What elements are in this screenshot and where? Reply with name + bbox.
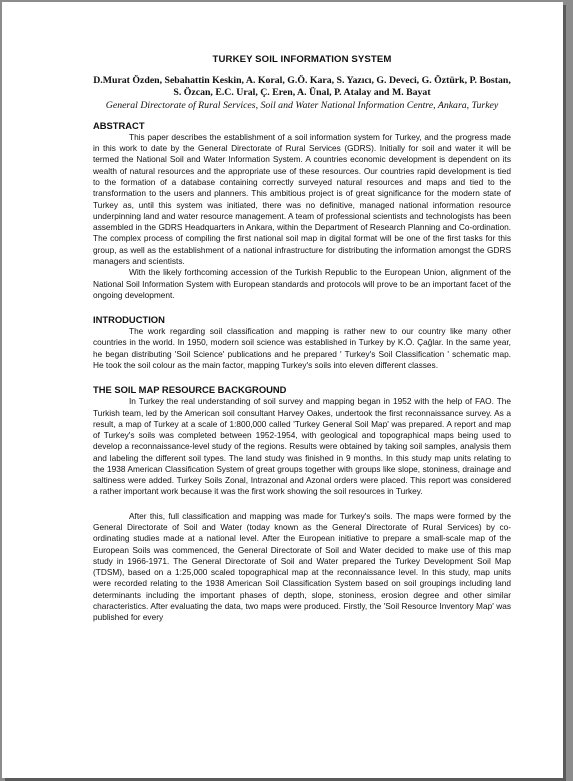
paragraph-gap — [93, 498, 511, 511]
introduction-heading: INTRODUCTION — [93, 314, 165, 326]
background-heading: THE SOIL MAP RESOURCE BACKGROUND — [93, 384, 287, 396]
page-content — [93, 54, 511, 624]
abstract-paragraph-1: This paper describes the establishment of a soil information system for Turkey, and the progress made in this work to date by the General Directorate of Rural Services (GDRS). Initially for soil and water it will be termed the National Soil and Water Information System. A countries economic development is dependent on its wealth of natural resources and the appropriate use of these resources. Our countries rapid development is tied to the formation of a database containing correctly surveyed natural resources and maps and tied to the transformation to the users and planners. This ambitious project is of great significance for the modern state of Turkey as, until this system was initiated, there was no definitive, managed national information resource underpinning land and water resource management. A team of professional scientists and technologists has been assembled in the GDRS Headquarters in Ankara, within the Department of Research Planning and Co-ordination. The complex process of compiling the first national soil map in digital format will be one of the first tasks for this group, as well as the establishment of a national infrastructure for distributing the information amongst the GDRS managers and scientists. — [93, 131, 511, 266]
section-gap — [93, 301, 511, 314]
document-page — [2, 2, 563, 778]
author-list: D.Murat Özden, Sebahattin Keskin, A. Koral, G.Ö. Kara, S. Yazıcı, G. Deveci, G. Öztürk, P. Bostan, S. Özcan, E.C. Ural, Ç. Eren, A. Ünal, P. Atalay and M. Bayat — [93, 75, 511, 99]
background-paragraph-2: After this, full classification and mapping was made for Turkey's soils. The maps were formed by the General Directorate of Soil and Water (today known as the General Directorate of Rural Services) by co-ordinating studies made at a national level. After the European initiative to prepare a small-scale map of the European Soils was commenced, the General Directorate of Soil and Water decided to make use of this map study in 1966-1971. The General Directorate of Soil and Water prepared the Turkey Development Soil Map (TDSM), based on a 1:25,000 scaled topographical map at the reconnaissance level. In this study, map units were recorded relating to the 1938 American Soil Classification System based on soil groupings including land determinants including the important phases of depth, slope, stoniness, erosion degree and other similar characteristics. After evaluating the data, two maps were produced. Firstly, the 'Soil Resource Inventory Map' was published for every — [93, 510, 511, 623]
abstract-heading: ABSTRACT — [93, 119, 145, 131]
background-paragraph-1: In Turkey the real understanding of soil survey and mapping began in 1952 with the help of FAO. The Turkish team, led by the American soil consultant Harvey Oakes, undertook the first reconnaissance survey. As a result, a map of Turkey at a scale of 1:800,000 called 'Turkey General Soil Map' was prepared. A report and map of Turkey's soils was completed between 1952-1954, with geological and topographical maps being used to develop a reconnaissance-level study of the regions. Results were obtained by taking soil samples, analysis them and labeling the different soil types. The land study was finished in 9 months. In this study map units relating to the 1938 American Classification System of great groups together with groups like slope, stoniness, drainage and saltiness were added. Turkey Soils Zonal, Intrazonal and Azonal orders were placed. This report was considered a rather important work because it was the first work showing the soil resources in Turkey. — [93, 396, 511, 497]
paper-title: TURKEY SOIL INFORMATION SYSTEM — [212, 54, 392, 65]
abstract-paragraph-2: With the likely forthcoming accession of the Turkish Republic to the European Union, alignment of the National Soil Information System with European standards and protocols will prove to be an important facet of the ongoing development. — [93, 267, 511, 300]
section-gap — [93, 371, 511, 384]
introduction-paragraph-1: The work regarding soil classification and mapping is rather new to our country like many other countries in the world. In 1950, modern soil science was established in Turkey by K.Ö. Çağlar. In the same year, he began distributing 'Soil Science' publications and he prepared ' Turkey's Soil Classification ' schematic map. He took the soil colour as the main factor, mapping Turkey's soils into eleven different classes. — [93, 326, 511, 370]
affiliation: General Directorate of Rural Services, Soil and Water National Information Centre, Ankara, Turkey — [105, 99, 499, 111]
